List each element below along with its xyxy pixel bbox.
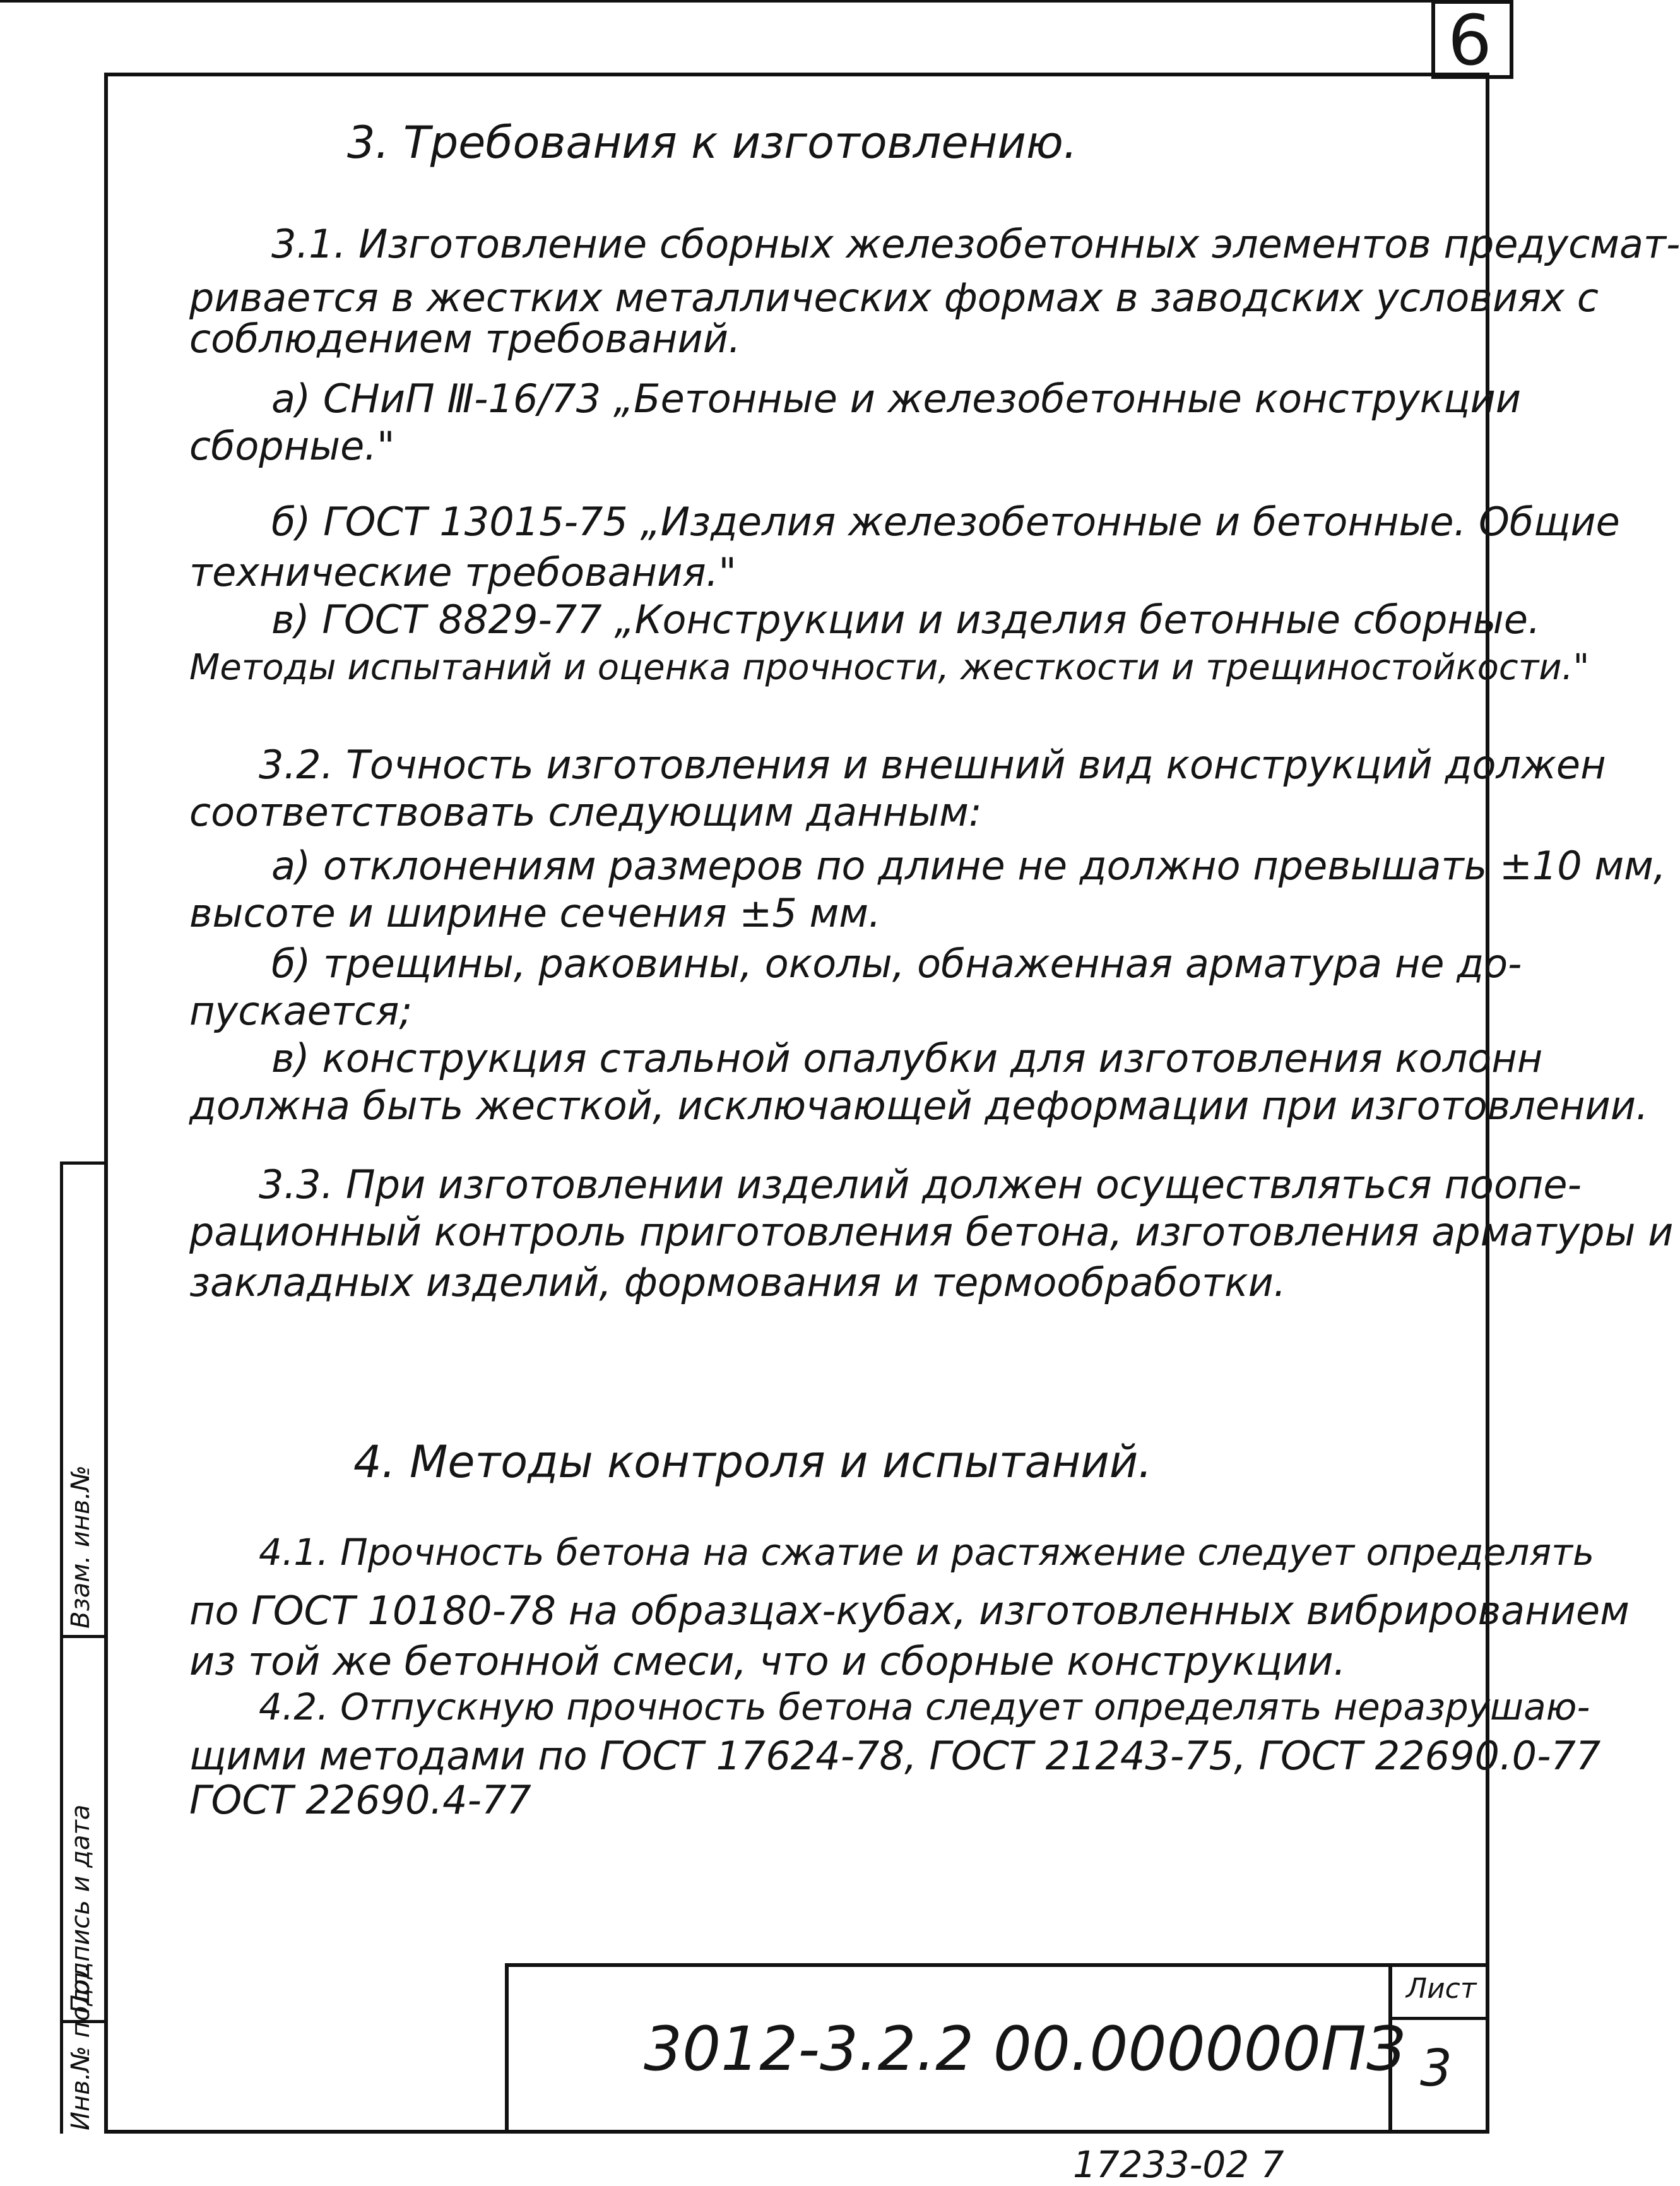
side-stamp-sep1 <box>60 1635 107 1638</box>
s3-line-13: высоте и ширине сечения ±5 мм. <box>189 890 881 936</box>
s3-line-16: в) конструкция стальной опалубки для изготовления колонн <box>271 1035 1543 1081</box>
doc-code: 3012-3.2.2 00.000000ПЗ <box>644 2014 1405 2084</box>
s3-line-20: закладных изделий, формования и термообработки. <box>189 1259 1286 1305</box>
sheet-number: 3 <box>1420 2039 1452 2098</box>
section3-title: 3. Требования к изготовлению. <box>347 117 1078 169</box>
corner-mark: 6 <box>1448 0 1492 81</box>
s3-line-10: 3.2. Точность изготовления и внешний вид конструкций должен <box>259 742 1606 788</box>
s3-line-6: б) ГОСТ 13015-75 „Изделия железобетонные и бетонные. Общие <box>271 499 1620 545</box>
s3-line-12: а) отклонениям размеров по длине не должно превышать ±10 мм, <box>271 843 1666 889</box>
s4-line-2: по ГОСТ 10180-78 на образцах-кубах, изготовленных вибрированием <box>189 1588 1630 1634</box>
s3-line-5: сборные." <box>189 423 395 469</box>
s4-line-4: 4.2. Отпускную прочность бетона следует определять неразрушаю- <box>259 1685 1590 1728</box>
sheet-label: Лист <box>1406 1973 1477 2005</box>
s3-line-8: в) ГОСТ 8829-77 „Конструкции и изделия бетонные сборные. <box>271 597 1541 643</box>
side-stamp-vzam: Взам. инв.№ <box>66 1465 95 1629</box>
s3-line-4: а) СНиП Ⅲ-16/73 „Бетонные и железобетонные конструкции <box>271 376 1522 422</box>
s3-line-19: рационный контроль приготовления бетона, изготовления арматуры и <box>189 1209 1674 1255</box>
side-stamp-inv: Инв.№ подл. <box>66 1964 95 2130</box>
side-stamp-top <box>60 1161 107 1165</box>
s3-line-7: технические требования." <box>189 549 736 595</box>
side-stamp-podpis: Подпись и дата <box>66 1804 95 2014</box>
s3-line-18: 3.3. При изготовлении изделий должен осуществляться поопе- <box>259 1161 1582 1208</box>
s3-line-15: пускается; <box>189 988 413 1034</box>
s4-line-3: из той же бетонной смеси, что и сборные конструкции. <box>189 1638 1346 1684</box>
s3-line-17: должна быть жесткой, исключающей деформации при изготовлении. <box>189 1083 1648 1129</box>
section4-title: 4. Методы контроля и испытаний. <box>353 1436 1152 1488</box>
s4-line-6: ГОСТ 22690.4-77 <box>189 1777 531 1823</box>
s3-line-9: Методы испытаний и оценка прочности, жесткости и трещиностойкости." <box>189 647 1590 688</box>
top-edge-line <box>0 0 1439 3</box>
s3-line-11: соответствовать следующим данным: <box>189 789 982 835</box>
s4-line-1: 4.1. Прочность бетона на сжатие и растяжение следует определять <box>259 1531 1595 1574</box>
side-stamp-divider <box>60 1161 63 2134</box>
corner-box <box>1431 0 1513 79</box>
s3-line-2: ривается в жестких металлических формах в заводских условиях с <box>189 275 1599 321</box>
s4-line-5: щими методами по ГОСТ 17624-78, ГОСТ 21243-75, ГОСТ 22690.0-77 <box>189 1733 1601 1779</box>
s3-line-1: 3.1. Изготовление сборных железобетонных элементов предусмат- <box>271 221 1680 267</box>
footer-number: 17233-02 7 <box>1073 2143 1284 2186</box>
s3-line-3: соблюдением требований. <box>189 316 741 362</box>
s3-line-14: б) трещины, раковины, околы, обнаженная арматура не до- <box>271 941 1522 987</box>
